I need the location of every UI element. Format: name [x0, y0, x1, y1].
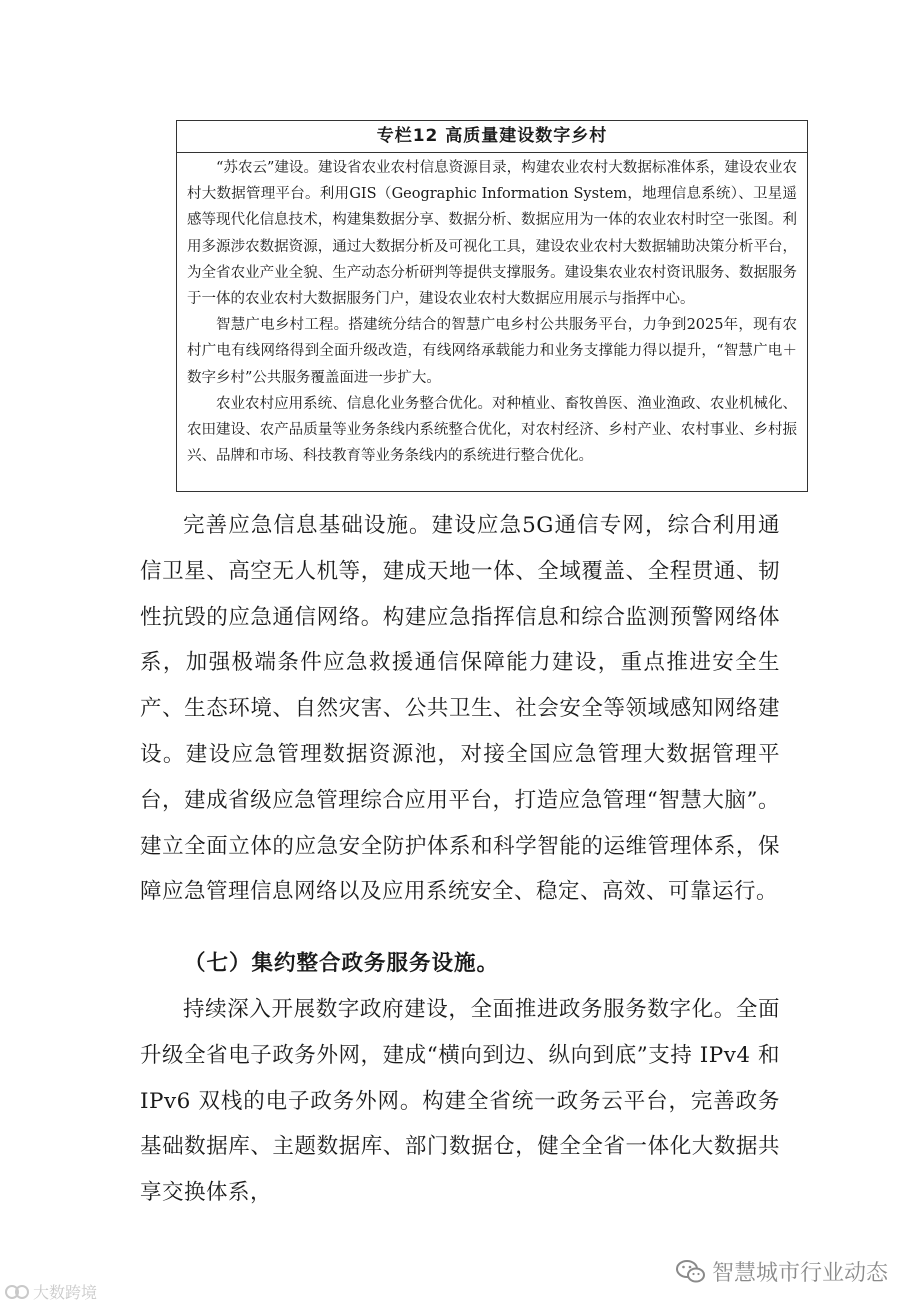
body-paragraph: 持续深入开展数字政府建设，全面推进政务服务数字化。全面升级全省电子政务外网，建成“横向到边、纵向到底”支持 IPv4 和 IPv6 双栈的电子政务外网。构建全省统一政务云平台，完善政务基础数据库、主题数据库、部门数据仓，健全全省一体化大数据共享交换体系， — [140, 997, 780, 1206]
wechat-icon — [676, 1259, 706, 1285]
watermark-right-text: 智慧城市行业动态 — [711, 1261, 888, 1286]
special-column-title: 专栏12 高质量建设数字乡村 — [177, 121, 807, 153]
special-column-box — [176, 120, 808, 492]
special-column-body — [177, 153, 807, 469]
section-heading-wrap — [140, 941, 780, 987]
watermark-logo-icon — [4, 1283, 30, 1301]
column-paragraph: 智慧广电乡村工程。搭建统分结合的智慧广电乡村公共服务平台，力争到2025年，现有农村广电有线网络得到全面升级改造，有线网络承载能力和业务支撑能力得以提升，“智慧广电＋数字乡村”公共服务覆盖面进一步扩大。 — [187, 317, 797, 386]
watermark-left — [4, 1280, 97, 1303]
main-text-2 — [140, 987, 780, 1216]
main-text — [140, 503, 780, 915]
section-heading: （七）集约整合政务服务设施。 — [184, 951, 500, 976]
watermark-left-text: 大数跨境 — [33, 1283, 98, 1302]
column-paragraph: 农业农村应用系统、信息化业务整合优化。对种植业、畜牧兽医、渔业渔政、农业机械化、农田建设、农产品质量等业务条线内系统整合优化，对农村经济、乡村产业、农村事业、乡村振兴、品牌和市场、科技教育等业务条线内的系统进行整合优化。 — [187, 395, 797, 465]
column-paragraph: “苏农云”建设。建设省农业农村信息资源目录，构建农业农村大数据标准体系，建设农业农村大数据管理平台。利用GIS（Geographic Information System，地理信息系统）、卫星遥感等现代化信息技术，构建集数据分享、数据分析、数据应用为一体的农业农村时空一张图。利用多源涉农数据资源，通过大数据分析及可视化工具，建设农业农村大数据辅助决策分析平台，为全省农业产业全貌、生产动态分析研判等提供支撑服务。建设集农业农村资讯服务、数据服务于一体的农业农村大数据服务门户，建设农业农村大数据应用展示与指挥中心。 — [187, 160, 797, 308]
watermark-right — [676, 1256, 888, 1287]
body-paragraph: 完善应急信息基础设施。建设应急5G通信专网，综合利用通信卫星、高空无人机等，建成天地一体、全域覆盖、全程贯通、韧性抗毁的应急通信网络。构建应急指挥信息和综合监测预警网络体系，加强极端条件应急救援通信保障能力建设，重点推进安全生产、生态环境、自然灾害、公共卫生、社会安全等领域感知网络建设。建设应急管理数据资源池，对接全国应急管理大数据管理平台，建成省级应急管理综合应用平台，打造应急管理“智慧大脑”。建立全面立体的应急安全防护体系和科学智能的运维管理体系，保障应急管理信息网络以及应用系统安全、稳定、高效、可靠运行。 — [140, 513, 780, 905]
